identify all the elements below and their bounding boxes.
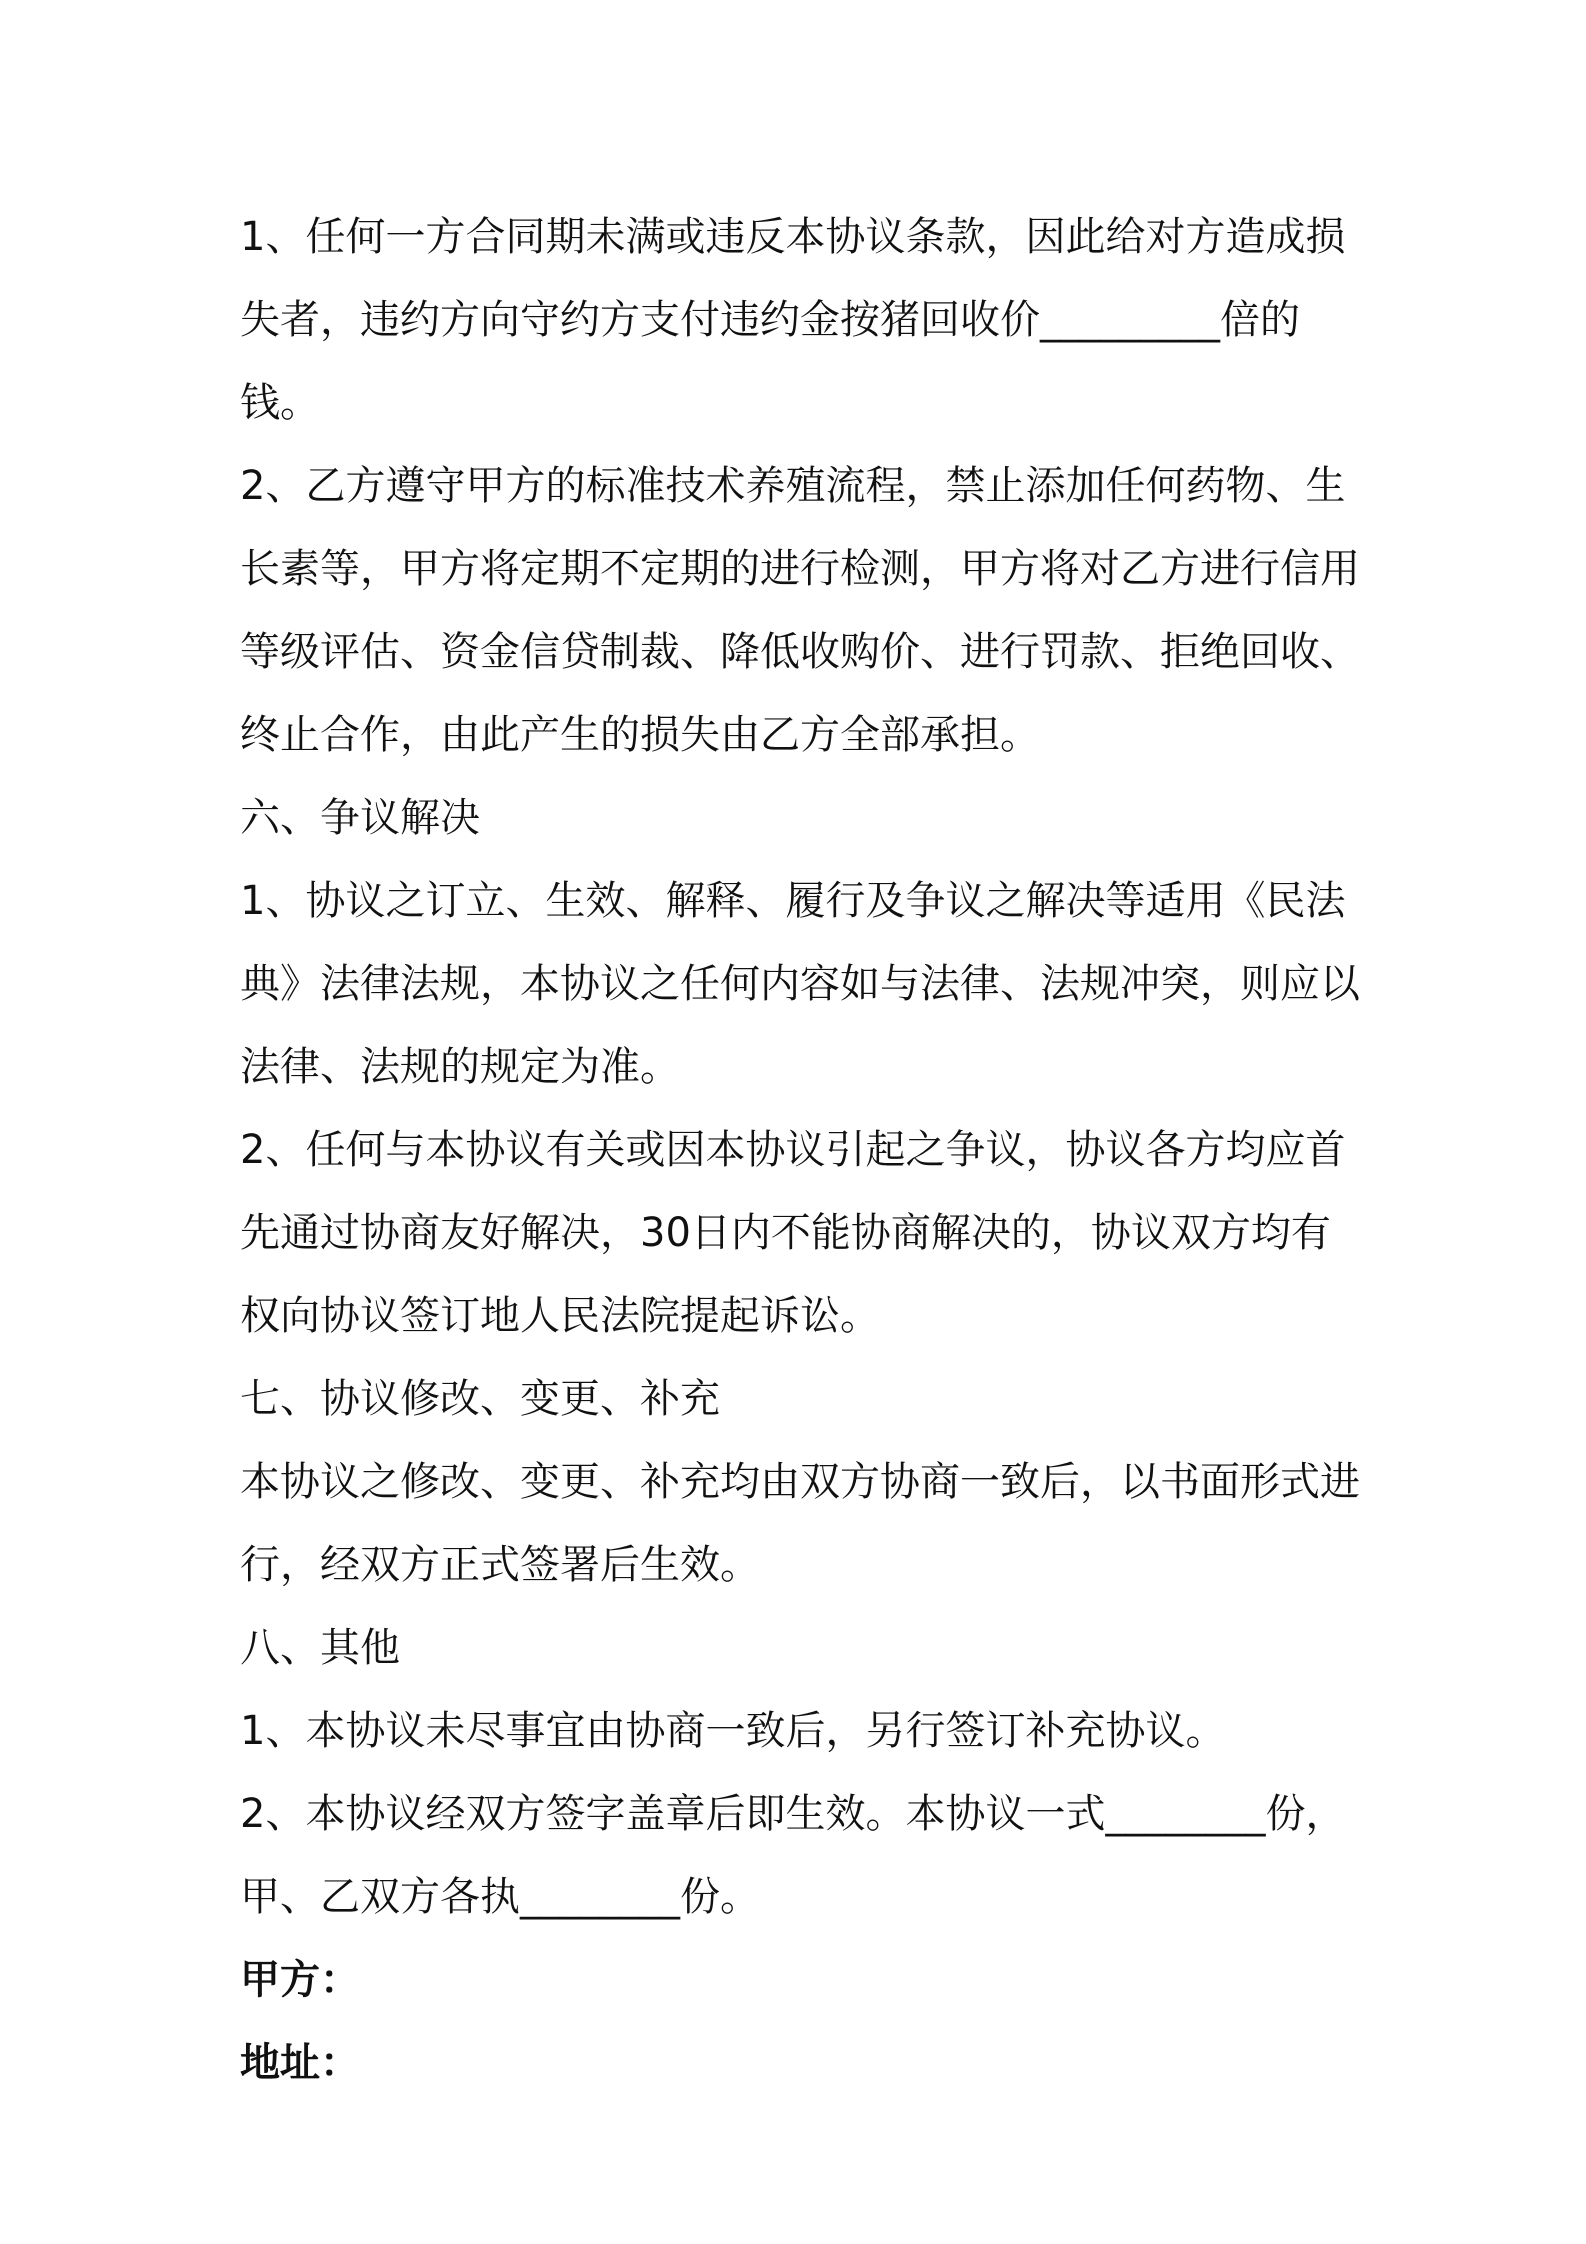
- clause-amendment: 本协议之修改、变更、补充均由双方协商一致后，以书面形式进行，经双方正式签署后生效。: [240, 1459, 1360, 1588]
- clause-breach-2: 2、乙方遵守甲方的标准技术养殖流程，禁止添加任何药物、生长素等，甲方将定期不定期的进行检测，甲方将对乙方进行信用等级评估、资金信贷制裁、降低收购价、进行罚款、拒绝回收、终止合作，由此产生的损失由乙方全部承担。: [240, 463, 1360, 758]
- clause-dispute-1: 1、协议之订立、生效、解释、履行及争议之解决等适用《民法典》法律法规，本协议之任何内容如与法律、法规冲突，则应以法律、法规的规定为准。: [240, 878, 1360, 1090]
- section-heading-other: 八、其他: [240, 1625, 400, 1671]
- section-heading-amendment: 七、协议修改、变更、补充: [240, 1376, 720, 1422]
- signature-address: 地址：: [240, 2040, 360, 2086]
- section-heading-dispute: 六、争议解决: [240, 795, 480, 841]
- clause-breach-1: 1、任何一方合同期未满或违反本协议条款，因此给对方造成损失者，违约方向守约方支付违约金按猪回收价_________倍的钱。: [240, 214, 1346, 426]
- signature-party-a: 甲方：: [240, 1957, 360, 2003]
- clause-other-2: 2、本协议经双方签字盖章后即生效。本协议一式________份，甲、乙双方各执________份。: [240, 1791, 1346, 1920]
- document-body: [240, 196, 1370, 2105]
- clause-dispute-2: 2、任何与本协议有关或因本协议引起之争议，协议各方均应首先通过协商友好解决，30日内不能协商解决的，协议双方均有权向协议签订地人民法院提起诉讼。: [240, 1127, 1346, 1339]
- clause-other-1: 1、本协议未尽事宜由协商一致后，另行签订补充协议。: [240, 1708, 1226, 1754]
